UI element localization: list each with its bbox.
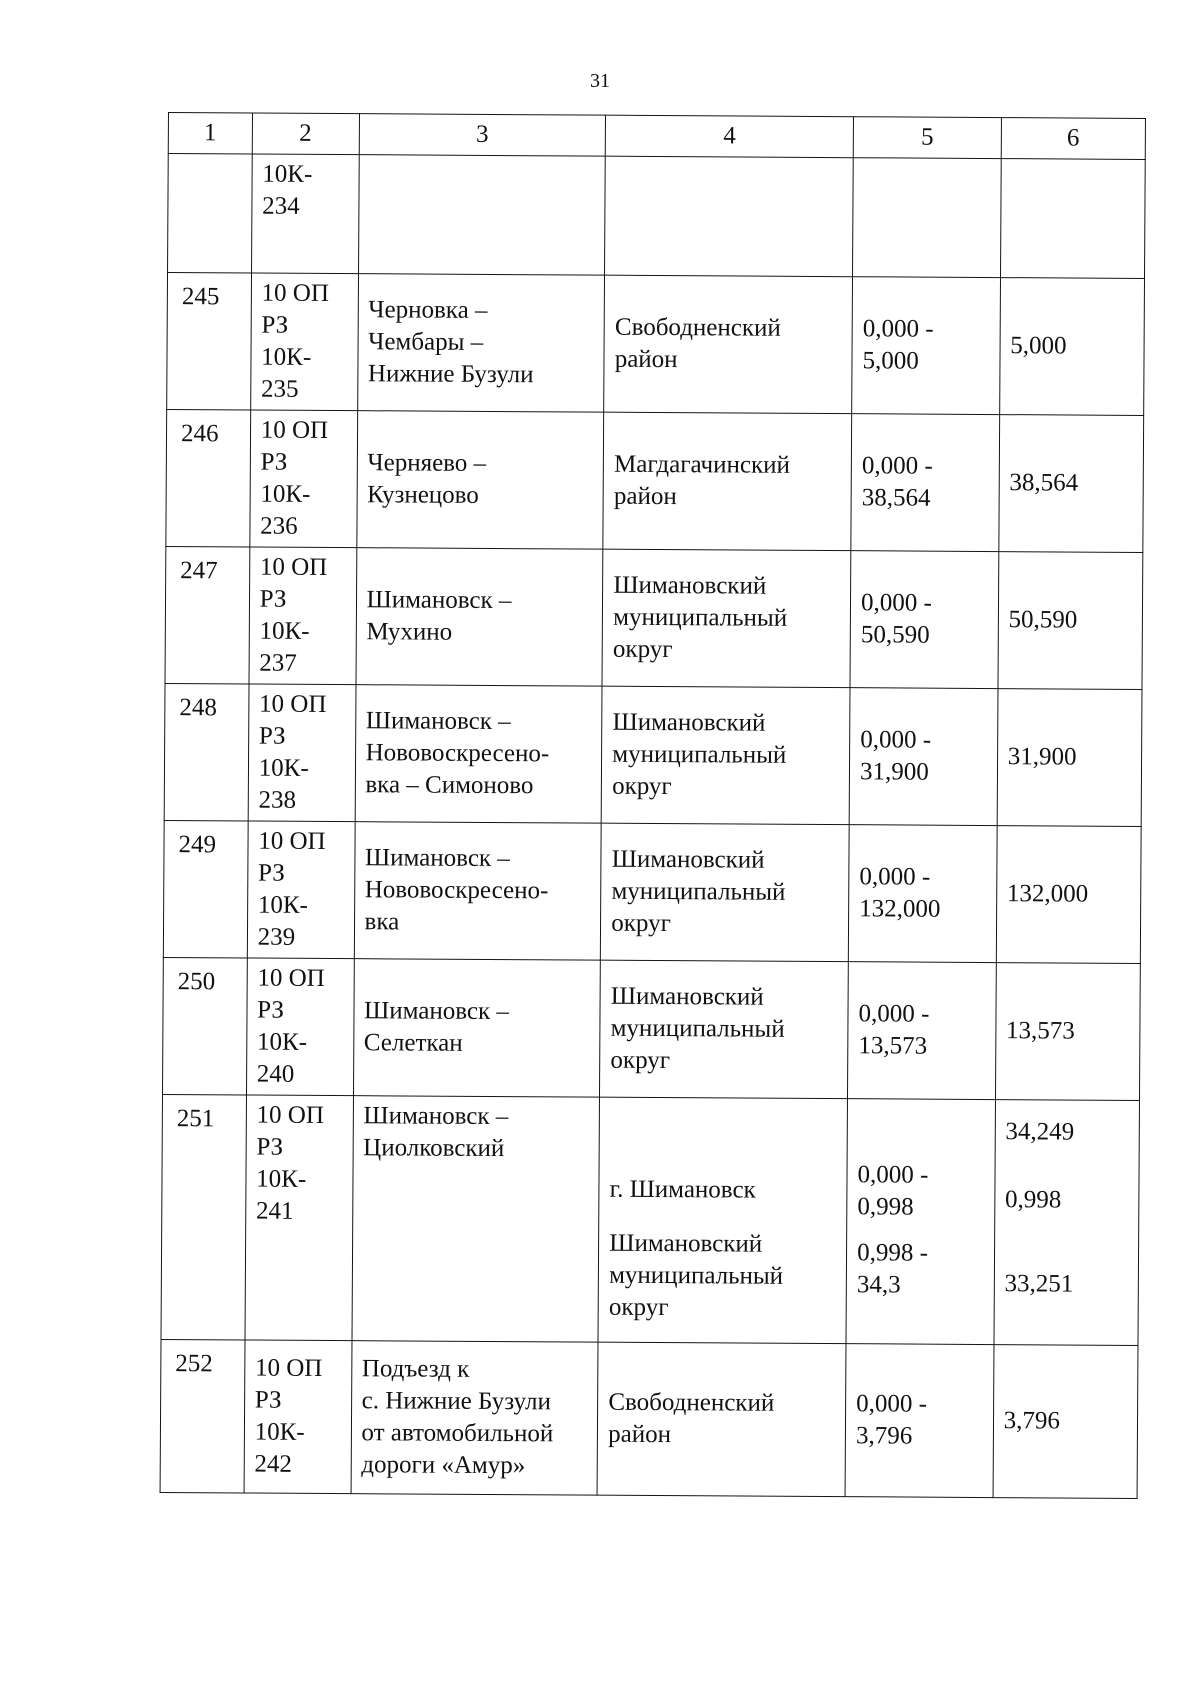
- cell-num: 251: [161, 1094, 246, 1340]
- segment-length: 0,998: [1004, 1186, 1062, 1214]
- name-line: Подъезд к: [361, 1355, 470, 1383]
- code-line: 10К-: [258, 754, 309, 782]
- table-row: [162, 957, 1140, 1100]
- table-row: [161, 1094, 1139, 1345]
- cell-length: 38,564: [999, 415, 1144, 553]
- code-line: РЗ: [261, 311, 289, 339]
- range-line: 34,3: [856, 1271, 901, 1299]
- cell-num: 247: [165, 546, 250, 684]
- code-line: 10 ОП: [254, 1354, 323, 1382]
- table-row: [165, 546, 1143, 689]
- code-line: РЗ: [254, 1386, 282, 1414]
- cell-code: [251, 154, 359, 274]
- cell-name: [351, 1341, 599, 1496]
- district-line: округ: [611, 909, 671, 938]
- code-line: 10 ОП: [259, 553, 328, 581]
- name-line: Черновка –: [368, 296, 488, 324]
- table-row-continuation: [168, 154, 1146, 279]
- cell-range: [845, 1344, 994, 1498]
- cell-district: [603, 412, 852, 551]
- range-line: 0,998: [857, 1193, 914, 1221]
- cell-code: [246, 958, 354, 1096]
- header-col-1: 1: [168, 113, 252, 155]
- cell-length: [994, 1100, 1140, 1346]
- header-col-4: 4: [605, 115, 853, 158]
- code-line: 10К-: [256, 1028, 308, 1056]
- district-line: округ: [612, 772, 672, 801]
- cell-name: [358, 155, 605, 276]
- district-line: район: [608, 1420, 672, 1449]
- table-row: [160, 1339, 1138, 1498]
- name-line: Чембары –: [368, 328, 484, 356]
- cell-num: [168, 154, 252, 274]
- district-line: Шимановский: [612, 708, 766, 737]
- district-line: муниципальный: [610, 1014, 785, 1043]
- cell-range: [849, 688, 997, 826]
- cell-length: 50,590: [998, 552, 1143, 690]
- district-line: Свободненский: [608, 1388, 775, 1417]
- name-line: Циолковский: [363, 1134, 505, 1163]
- code-line: 241: [255, 1197, 294, 1225]
- district-line: муниципальный: [609, 1261, 784, 1290]
- code-line: 237: [259, 649, 297, 677]
- cell-code: [250, 273, 358, 411]
- name-line: дороги «Амур»: [361, 1451, 526, 1480]
- cell-name: [355, 685, 603, 824]
- code-line: 10К-: [261, 343, 312, 371]
- code-line: 235: [260, 375, 299, 403]
- code-line: РЗ: [257, 996, 285, 1024]
- code-line: 10К-: [260, 480, 311, 508]
- header-col-3: 3: [359, 114, 606, 157]
- code-line: 10К-: [256, 1165, 307, 1193]
- district-line: округ: [610, 1046, 671, 1075]
- cell-num: 246: [166, 409, 251, 547]
- name-line: Шимановск –: [364, 844, 510, 873]
- code-line: 10 ОП: [256, 1101, 325, 1129]
- cell-name: [353, 959, 601, 1098]
- cell-range: [850, 551, 998, 689]
- code-line: 10 ОП: [257, 964, 325, 992]
- name-line: Шимановск –: [365, 707, 511, 736]
- code-line: РЗ: [256, 1133, 284, 1161]
- code-line: 238: [258, 786, 297, 814]
- header-col-2: 2: [252, 113, 359, 155]
- name-line: вка: [364, 908, 400, 936]
- table-row: [166, 409, 1144, 552]
- cell-length: 3,796: [993, 1345, 1138, 1499]
- code-line: 10К-: [257, 891, 308, 919]
- district-line: г. Шимановск: [609, 1175, 756, 1204]
- cell-code: [249, 547, 357, 685]
- cell-name: [352, 1096, 600, 1343]
- cell-num: 252: [160, 1339, 245, 1493]
- name-line: Нововоскресено-: [364, 876, 549, 905]
- code-line: 10К-: [262, 160, 313, 188]
- range-line: 0,000 -: [861, 589, 933, 617]
- cell-length: 31,900: [997, 689, 1142, 827]
- page-number: 31: [590, 70, 610, 92]
- cell-name: [356, 548, 604, 687]
- cell-district: [597, 1342, 846, 1497]
- range-line: 31,900: [859, 758, 929, 786]
- cell-district: [602, 549, 851, 688]
- cell-district: [598, 1097, 847, 1344]
- cell-range: [852, 277, 1000, 415]
- total-length: 34,249: [1005, 1118, 1075, 1146]
- district-line: район: [613, 482, 677, 511]
- cell-name: [356, 411, 604, 550]
- code-line: 10К-: [254, 1418, 305, 1446]
- district-line: округ: [608, 1293, 669, 1322]
- cell-code: [250, 410, 358, 548]
- cell-num: 245: [167, 273, 252, 411]
- name-line: Кузнецово: [367, 481, 479, 509]
- range-line: 0,000 -: [857, 1161, 929, 1189]
- cell-num: 249: [163, 820, 248, 958]
- code-line: 239: [257, 923, 296, 951]
- range-line: 0,000 -: [860, 726, 932, 754]
- cell-num: 250: [162, 957, 247, 1095]
- table-row: [163, 820, 1141, 963]
- cell-district: [601, 686, 850, 825]
- name-line: Шимановск –: [363, 997, 509, 1026]
- cell-district: [600, 960, 849, 1099]
- code-line: РЗ: [260, 448, 288, 476]
- district-line: Шимановский: [610, 982, 764, 1011]
- cell-name: [357, 274, 605, 413]
- segment-length: 33,251: [1004, 1270, 1074, 1298]
- district-line: Шимановский: [609, 1229, 763, 1258]
- district-line: Шимановский: [611, 845, 765, 874]
- cell-range: [851, 414, 999, 552]
- district-line: Свободненский: [614, 313, 781, 342]
- name-line: Мухино: [366, 618, 453, 646]
- name-line: Нижние Бузули: [367, 360, 534, 389]
- cell-length: 13,573: [995, 963, 1140, 1101]
- cell-district: [605, 156, 854, 277]
- range-line: 0,998 -: [857, 1239, 929, 1267]
- cell-code: [247, 821, 355, 959]
- cell-length: [1000, 159, 1145, 279]
- cell-length: 132,000: [996, 826, 1141, 964]
- code-line: 234: [262, 192, 300, 220]
- range-line: 0,000 -: [859, 863, 931, 891]
- name-line: с. Нижние Бузули: [361, 1387, 551, 1416]
- range-line: 13,573: [858, 1032, 928, 1060]
- cell-district: [604, 275, 853, 414]
- district-line: округ: [612, 635, 673, 664]
- cell-district: [601, 823, 850, 962]
- district-line: Шимановский: [613, 571, 767, 600]
- name-line: Селеткан: [363, 1029, 463, 1057]
- code-line: 10 ОП: [261, 279, 330, 307]
- code-line: РЗ: [257, 859, 285, 887]
- header-col-6: 6: [1001, 118, 1146, 160]
- cell-code: [245, 1095, 353, 1341]
- range-line: 3,796: [855, 1422, 913, 1450]
- cell-code: [244, 1340, 352, 1494]
- district-line: район: [614, 345, 678, 374]
- cell-name: [354, 822, 602, 961]
- name-line: Шимановск –: [366, 586, 512, 615]
- code-line: РЗ: [258, 722, 286, 750]
- range-line: 0,000 -: [861, 452, 933, 480]
- roads-table: [160, 112, 1146, 1499]
- range-line: 132,000: [859, 895, 941, 923]
- range-line: 5,000: [862, 347, 919, 375]
- cell-range: [848, 962, 996, 1100]
- cell-code: [248, 684, 356, 822]
- district-line: Магдагачинский: [614, 450, 791, 479]
- code-line: 236: [260, 512, 298, 540]
- cell-range: [853, 158, 1001, 278]
- code-line: 242: [254, 1450, 293, 1478]
- table-row: [167, 273, 1145, 416]
- range-line: 0,000 -: [856, 1390, 928, 1418]
- cell-range: [846, 1099, 995, 1345]
- code-line: 10 ОП: [258, 827, 326, 855]
- code-line: 10К-: [259, 617, 310, 645]
- header-col-5: 5: [853, 117, 1001, 159]
- range-line: 0,000 -: [858, 1000, 930, 1028]
- district-line: муниципальный: [612, 740, 787, 769]
- table-row: [164, 683, 1142, 826]
- range-line: 50,590: [860, 621, 930, 649]
- district-line: муниципальный: [611, 877, 786, 906]
- name-line: Нововоскресено-: [365, 739, 550, 768]
- district-line: муниципальный: [613, 603, 788, 632]
- name-line: Черняево –: [367, 449, 487, 477]
- code-line: 10 ОП: [260, 416, 329, 444]
- name-line: Шимановск –: [363, 1102, 509, 1131]
- range-line: 0,000 -: [862, 315, 934, 343]
- code-line: 240: [256, 1060, 295, 1088]
- header-row: [168, 113, 1145, 160]
- name-line: вка – Симоново: [365, 771, 534, 800]
- cell-range: [848, 825, 996, 963]
- cell-num: 248: [164, 683, 249, 821]
- name-line: от автомобильной: [361, 1419, 554, 1448]
- cell-length: 5,000: [999, 278, 1144, 416]
- code-line: РЗ: [259, 585, 287, 613]
- range-line: 38,564: [861, 484, 931, 512]
- code-line: 10 ОП: [259, 690, 327, 718]
